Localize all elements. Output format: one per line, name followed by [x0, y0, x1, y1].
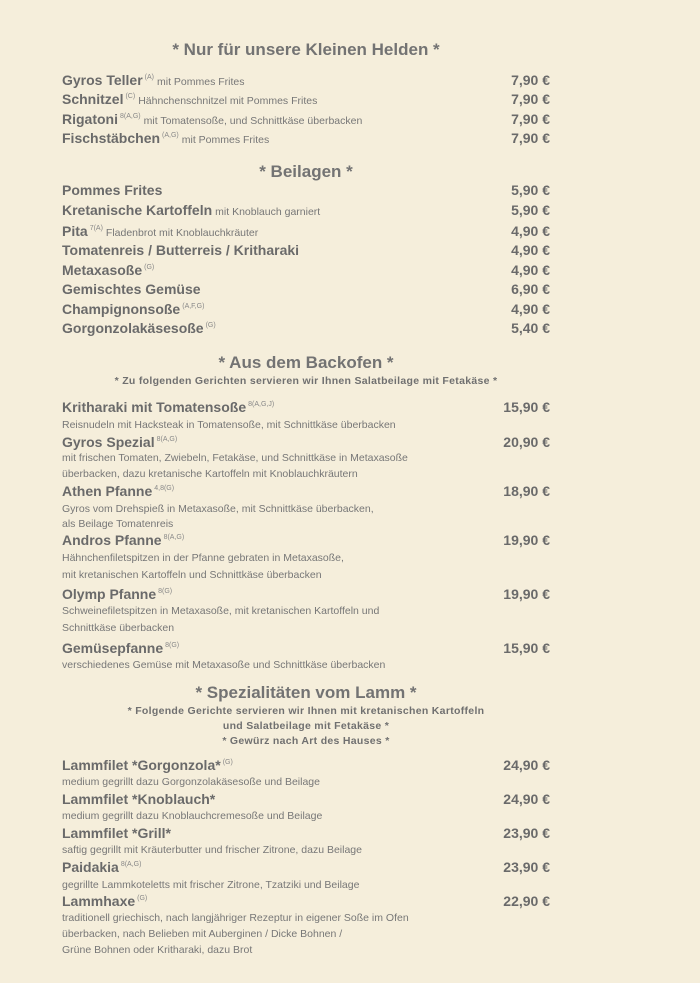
item-price: 15,90 € — [503, 399, 550, 415]
item-description: medium gegrillt dazu Gorgonzolakäsesoße und Beilage — [62, 776, 320, 788]
item-name-text: Fischstäbchen — [62, 130, 161, 146]
menu-item-name — [62, 202, 320, 218]
menu-item-name — [62, 262, 154, 278]
allergen-codes: 8(A,G) — [163, 534, 185, 541]
item-name-text: Gemüsepfanne — [62, 640, 164, 656]
item-name-text: Tomatenreis / Butterreis / Kritharaki — [62, 242, 300, 258]
item-price: 4,90 € — [511, 301, 550, 317]
item-price: 24,90 € — [503, 791, 550, 807]
item-description: Hähnchenfiletspitzen in der Pfanne gebraten in Metaxasoße, — [62, 552, 344, 564]
item-price: 4,90 € — [511, 262, 550, 278]
section-title: * Aus dem Backofen * — [218, 353, 394, 372]
item-description: medium gegrillt dazu Knoblauchcremesoße und Beilage — [62, 810, 323, 822]
menu-item-name — [62, 893, 147, 909]
item-name-text: Athen Pfanne — [62, 483, 153, 499]
item-name-text: Lammfilet *Gorgonzola* — [62, 757, 221, 773]
menu-item-name — [62, 111, 362, 127]
menu-item-name — [62, 182, 162, 198]
item-name-text: Rigatoni — [62, 111, 118, 127]
item-description: traditionell griechisch, nach langjähriger Rezeptur in eigener Soße im Ofen — [62, 912, 409, 924]
item-price: 5,40 € — [511, 320, 550, 336]
item-price: 19,90 € — [503, 586, 550, 602]
allergen-codes: (G) — [144, 264, 155, 271]
section-note: * Zu folgenden Gerichten servieren wir Ihnen Salatbeilage mit Fetakäse * — [114, 375, 498, 387]
allergen-codes: 8(A,G) — [120, 113, 141, 120]
item-name-text: Kretanische Kartoffeln — [62, 202, 213, 218]
item-name-text: Andros Pfanne — [62, 532, 162, 548]
menu-item-name — [62, 130, 269, 146]
item-inline-description: Fladenbrot mit Knoblauchkräuter — [105, 227, 259, 239]
allergen-codes: (A,F,G) — [182, 303, 205, 310]
item-name-text: Lammhaxe — [62, 893, 136, 909]
item-inline-description: mit Tomatensoße, und Schnittkäse überbacken — [143, 115, 363, 127]
item-price: 7,90 € — [511, 72, 550, 88]
item-inline-description: mit Pommes Frites — [181, 134, 270, 146]
item-description: Schnittkäse überbacken — [62, 622, 175, 634]
allergen-codes: 8(A,G,J) — [248, 401, 275, 408]
allergen-codes: 7(A) — [89, 225, 103, 232]
item-price: 5,90 € — [511, 202, 550, 218]
item-price: 7,90 € — [511, 91, 550, 107]
menu-item-name — [62, 399, 274, 415]
item-inline-description: Hähnchenschnitzel mit Pommes Frites — [138, 95, 318, 107]
menu-item-name — [62, 757, 233, 773]
item-price: 6,90 € — [511, 281, 550, 297]
item-description: mit frischen Tomaten, Zwiebeln, Fetakäse, und Schnittkäse in Metaxasoße — [62, 452, 408, 464]
item-price: 18,90 € — [503, 483, 550, 499]
item-name-text: Lammfilet *Grill* — [62, 825, 171, 841]
menu-item-name — [62, 72, 245, 88]
section-title: * Beilagen * — [259, 162, 353, 181]
menu-item-name — [62, 825, 171, 841]
item-price: 15,90 € — [503, 640, 550, 656]
menu-item-name — [62, 301, 204, 317]
menu-item-name — [62, 91, 317, 107]
menu-item-name — [62, 640, 179, 656]
item-description: Gyros vom Drehspieß in Metaxasoße, mit Schnittkäse überbacken, — [62, 503, 374, 515]
allergen-codes: (G) — [222, 759, 233, 766]
item-price: 4,90 € — [511, 242, 550, 258]
item-price: 24,90 € — [503, 757, 550, 773]
allergen-codes: (C) — [125, 93, 136, 100]
allergen-codes: (G) — [137, 895, 148, 902]
item-description: saftig gegrillt mit Kräuterbutter und frischer Zitrone, dazu Beilage — [62, 844, 362, 856]
item-name-text: Lammfilet *Knoblauch* — [62, 791, 216, 807]
section-title: * Nur für unsere Kleinen Helden * — [172, 40, 440, 59]
item-price: 19,90 € — [503, 532, 550, 548]
menu-item-name — [62, 281, 201, 297]
menu-item-name — [62, 434, 177, 450]
item-name-text: Pommes Frites — [62, 182, 163, 198]
item-name-text: Olymp Pfanne — [62, 586, 157, 602]
allergen-codes: 8(A,G) — [120, 861, 142, 868]
menu-item-name — [62, 791, 215, 807]
item-description: überbacken, nach Belieben mit Auberginen / Dicke Bohnen / — [62, 928, 343, 940]
item-name-text: Champignonsoße — [62, 301, 181, 317]
item-description: überbacken, dazu kretanische Kartoffeln mit Knoblauchkräutern — [62, 468, 358, 480]
allergen-codes: 4,8(G) — [154, 485, 175, 492]
item-price: 20,90 € — [503, 434, 550, 450]
item-price: 7,90 € — [511, 130, 550, 146]
allergen-codes: (G) — [205, 322, 216, 329]
allergen-codes: 8(G) — [165, 642, 180, 649]
allergen-codes: (A,G) — [162, 132, 179, 139]
item-price: 23,90 € — [503, 859, 550, 875]
item-description: mit kretanischen Kartoffeln und Schnittkäse überbacken — [62, 569, 322, 581]
item-price: 4,90 € — [511, 223, 550, 239]
menu-item-name — [62, 483, 174, 499]
item-price: 23,90 € — [503, 825, 550, 841]
menu-item-name — [62, 242, 299, 258]
item-name-text: Schnitzel — [62, 91, 124, 107]
item-name-text: Pita — [62, 223, 88, 239]
item-name-text: Gyros Teller — [62, 72, 143, 88]
menu-item-name — [62, 859, 141, 875]
item-description: Schweinefiletspitzen in Metaxasoße, mit kretanischen Kartoffeln und — [62, 605, 380, 617]
item-name-text: Paidakia — [62, 859, 119, 875]
item-description: verschiedenes Gemüse mit Metaxasoße und Schnittkäse überbacken — [62, 659, 386, 671]
item-price: 22,90 € — [503, 893, 550, 909]
menu-item-name — [62, 223, 258, 239]
allergen-codes: (A) — [144, 74, 155, 81]
item-name-text: Metaxasoße — [62, 262, 143, 278]
menu-item-name — [62, 586, 172, 602]
section-title: * Spezialitäten vom Lamm * — [195, 683, 417, 702]
item-name-text: Gorgonzolakäsesoße — [62, 320, 204, 336]
item-description: Reisnudeln mit Hacksteak in Tomatensoße, mit Schnittkäse überbacken — [62, 419, 396, 431]
item-inline-description: mit Pommes Frites — [157, 76, 245, 88]
item-description: Grüne Bohnen oder Kritharaki, dazu Brot — [62, 944, 253, 956]
allergen-codes: 8(A,G) — [156, 436, 178, 443]
item-inline-description: mit Knoblauch garniert — [215, 206, 321, 218]
allergen-codes: 8(G) — [158, 588, 173, 595]
item-price: 7,90 € — [511, 111, 550, 127]
section-note: * Folgende Gerichte servieren wir Ihnen mit kretanischen Kartoffeln — [127, 705, 485, 717]
menu-item-name — [62, 532, 184, 548]
item-name-text: Gemischtes Gemüse — [62, 281, 201, 297]
section-note: * Gewürz nach Art des Hauses * — [222, 735, 390, 747]
item-description: als Beilage Tomatenreis — [62, 518, 174, 530]
item-name-text: Gyros Spezial — [62, 434, 155, 450]
item-description: gegrillte Lammkoteletts mit frischer Zitrone, Tzatziki und Beilage — [62, 879, 360, 891]
item-name-text: Kritharaki mit Tomatensoße — [62, 399, 247, 415]
item-price: 5,90 € — [511, 182, 550, 198]
section-note: und Salatbeilage mit Fetakäse * — [222, 720, 390, 732]
menu-item-name — [62, 320, 216, 336]
